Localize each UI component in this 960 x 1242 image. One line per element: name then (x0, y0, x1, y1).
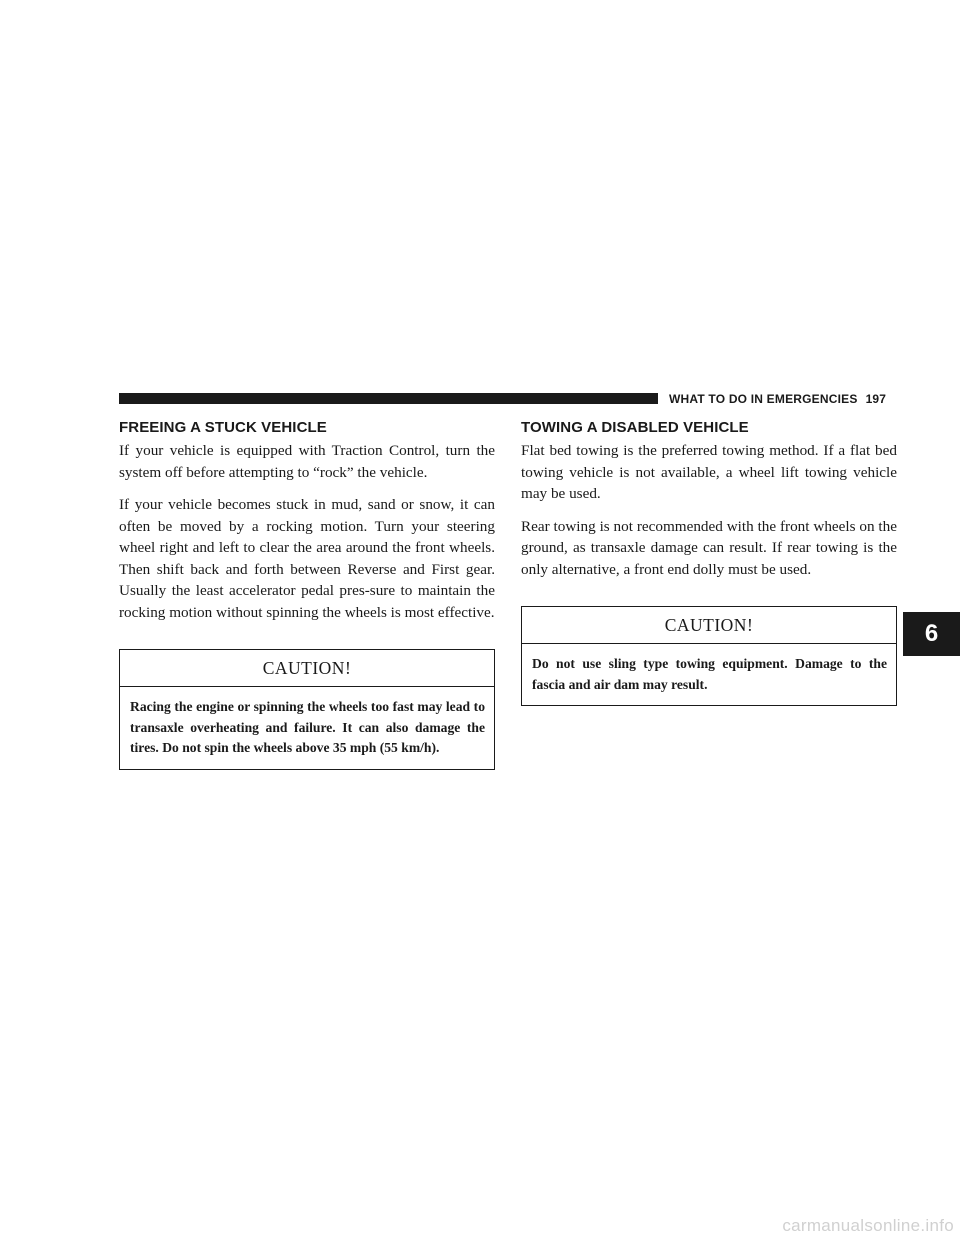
paragraph: Rear towing is not recommended with the front wheels on the ground, as transaxle damage can result. If rear towing is the only alternative, a front end dolly must be used. (521, 517, 897, 578)
caution-text: Do not use sling type towing equipment. Damage to the fascia and air dam may result. (532, 656, 887, 692)
section-heading-towing: TOWING A DISABLED VEHICLE (521, 419, 749, 436)
chapter-tab: 6 (903, 612, 960, 656)
header-rule (119, 393, 658, 404)
caution-box (521, 606, 897, 706)
watermark: carmanualsonline.info (782, 1216, 954, 1235)
running-header (669, 392, 886, 406)
paragraph: If your vehicle becomes stuck in mud, sand or snow, it can often be moved by a rocking motion. Turn your steering wheel right and left to clear the area around the front wheels. Then shift back and forth between Reverse and First gear. Usually the least accelerator pedal pres-sure to maintain the rocking motion without spinning the wheels is most effective. (119, 496, 495, 621)
caution-box (119, 649, 495, 770)
right-column (521, 419, 897, 706)
paragraph: Flat bed towing is the preferred towing method. If a flat bed towing vehicle is not available, a wheel lift towing vehicle may be used. (521, 442, 897, 502)
page-number: 197 (865, 392, 887, 406)
caution-text: Racing the engine or spinning the wheels too fast may lead to transaxle overheating and failure. It can also damage the tires. Do not spin the wheels above 35 mph (55 km/h). (130, 699, 485, 755)
left-column (119, 419, 495, 770)
section-heading-freeing: FREEING A STUCK VEHICLE (119, 419, 327, 436)
paragraph: If your vehicle is equipped with Traction Control, turn the system off before attempting to “rock” the vehicle. (119, 442, 495, 481)
caution-title: CAUTION! (522, 607, 896, 644)
section-title: WHAT TO DO IN EMERGENCIES (669, 392, 858, 406)
caution-title: CAUTION! (120, 650, 494, 687)
